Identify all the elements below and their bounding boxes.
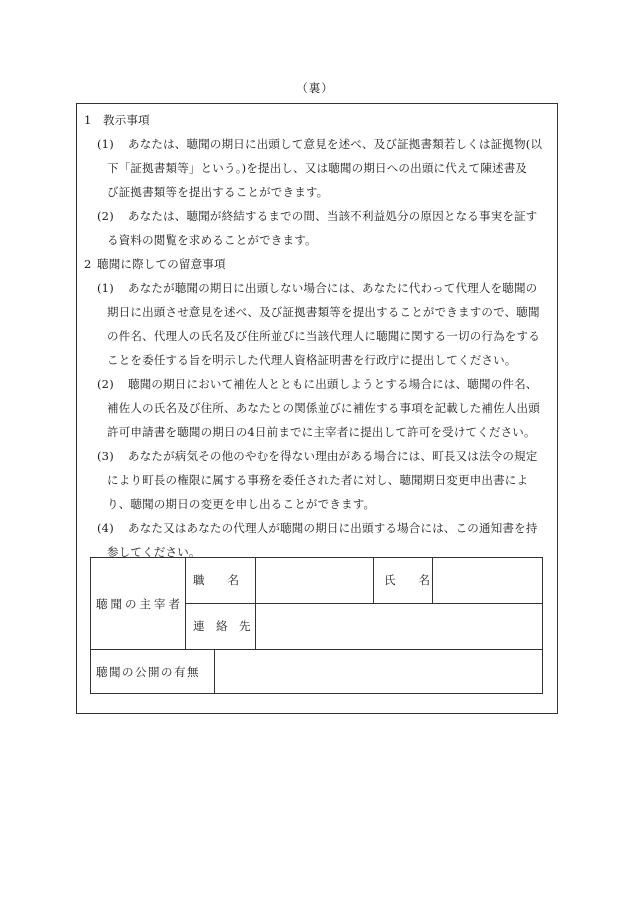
name-label: 氏 名 xyxy=(384,573,430,587)
public-hearing-label: 聴聞の公開の有無 xyxy=(96,665,200,679)
item-line: び証拠書類等を提出することができます。 xyxy=(107,185,329,199)
item-number: (2) xyxy=(97,209,114,223)
table-rule xyxy=(185,603,543,604)
contact-label: 連 絡 先 xyxy=(193,619,251,633)
item-number: (1) xyxy=(97,281,114,295)
item-number: (3) xyxy=(97,449,114,463)
section-1-number: 1 xyxy=(84,113,92,127)
item-line: り、聴聞の期日の変更を申し出ることができます。 xyxy=(107,497,376,511)
table-rule xyxy=(214,649,215,694)
item-line: の件名、代理人の氏名及び住所並びに当該代理人に聴聞に関する一切の行為をする xyxy=(107,329,540,343)
item-line: 補佐人の氏名及び住所、あなたとの関係並びに補佐する事項を記載した補佐人出頭 xyxy=(107,401,540,415)
table-rule xyxy=(185,557,186,649)
page-side-mark: （裏） xyxy=(296,81,334,95)
item-line: あなたは、聴聞が終結するまでの間、当該不利益処分の原因となる事実を証す xyxy=(128,209,538,223)
section-1-heading: 教示事項 xyxy=(103,113,150,127)
table-rule xyxy=(373,557,374,603)
item-number: (4) xyxy=(97,521,114,535)
table-rule xyxy=(432,557,433,603)
item-number: (2) xyxy=(97,377,114,391)
item-line: ことを委任する旨を明示した代理人資格証明書を行政庁に提出してください。 xyxy=(107,353,517,367)
item-line: あなた又はあなたの代理人が聴聞の期日に出頭する場合には、この通知書を持 xyxy=(128,521,538,535)
item-number: (1) xyxy=(97,137,114,151)
section-2-number: 2 xyxy=(84,257,92,271)
table-rule xyxy=(255,557,256,649)
item-line: 聴聞の期日において補佐人とともに出頭しようとする場合には、聴聞の件名、 xyxy=(128,377,538,391)
section-2-heading: 聴聞に際しての留意事項 xyxy=(97,257,226,271)
presider-label: 聴聞の主宰者 xyxy=(96,597,183,611)
item-line: により町長の権限に属する事務を委任された者に対し、聴聞期日変更申出書によ xyxy=(107,473,529,487)
item-line: あなたが病気その他のやむを得ない理由がある場合には、町長又は法令の規定 xyxy=(128,449,538,463)
item-line: 下「証拠書類等」という。)を提出し、又は聴聞の期日への出頭に代えて陳述書及 xyxy=(107,161,528,175)
position-label: 職 名 xyxy=(193,573,239,587)
item-line: る資料の閲覧を求めることができます。 xyxy=(107,233,317,247)
item-line: 許可申請書を聴聞の期日の4日前までに主宰者に提出して許可を受けてください。 xyxy=(107,425,536,439)
table-rule xyxy=(90,649,543,650)
item-line: あなたは、聴聞の期日に出頭して意見を述べ、及び証拠書類若しくは証拠物(以 xyxy=(128,137,543,151)
item-line: あなたが聴聞の期日に出頭しない場合には、あなたに代わって代理人を聴聞の xyxy=(128,281,538,295)
item-line: 参してください。 xyxy=(107,545,201,559)
item-line: 期日に出頭させ意見を述べ、及び証拠書類等を提出することができますので、聴聞 xyxy=(107,305,540,319)
